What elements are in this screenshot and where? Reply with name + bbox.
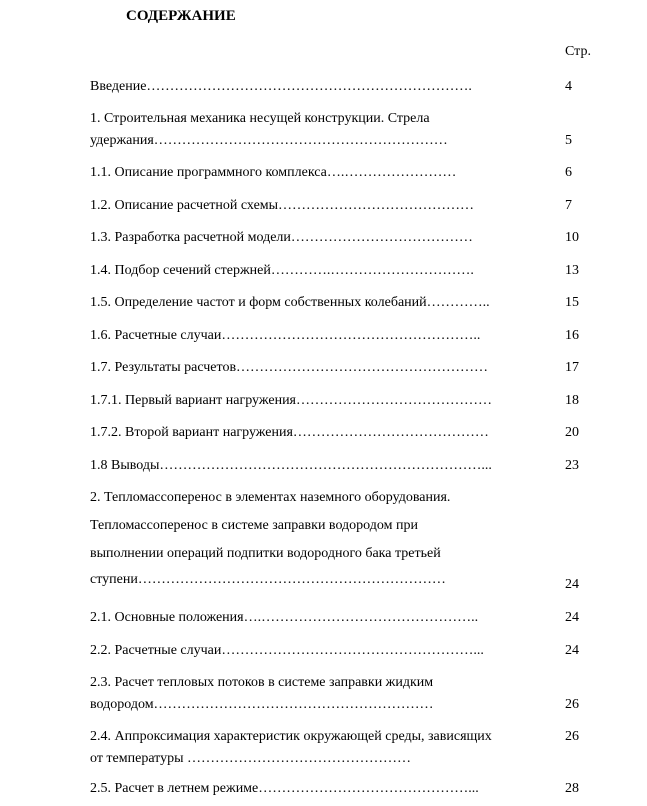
toc-page-number: 10 [565, 230, 579, 245]
toc-entry-text: 1.2. Описание расчетной схемы…………………………………… [90, 198, 475, 213]
toc-page-number: 26 [565, 697, 579, 712]
toc-entry [90, 294, 552, 311]
toc-entry-text: ступени………………………………………………………… [90, 572, 446, 587]
toc-entry-text: удержания……………………………………………………… [90, 133, 448, 148]
toc-page-number: 24 [565, 577, 579, 592]
toc-page-number: 26 [565, 729, 579, 744]
toc-page-number: 24 [565, 610, 579, 625]
toc-page-number: 7 [565, 198, 572, 213]
toc-entry [90, 489, 552, 588]
toc-entry [90, 392, 552, 409]
toc-page-number: 17 [565, 360, 579, 375]
toc-entry-text: 2.1. Основные положения….……………………………………….. [90, 610, 479, 625]
toc-entry-text: 1.4. Подбор сечений стержней………….…………………………. [90, 263, 474, 278]
toc-entry-text: 2.2. Расчетные случаи………………………………………………... [90, 643, 484, 658]
toc-entry [90, 609, 552, 626]
toc-entry [90, 780, 552, 797]
toc-entry-text: 1.7.1. Первый вариант нагружения…………………………………… [90, 393, 492, 408]
toc-entry [90, 197, 552, 214]
toc-page-number: 28 [565, 781, 579, 796]
toc-entry-text: 2.3. Расчет тепловых потоков в системе заправки жидким [90, 675, 434, 690]
toc-entry [90, 164, 552, 181]
toc-entry-text: Тепломассоперенос в системе заправки водородом при [90, 518, 418, 533]
toc-page-number: 13 [565, 263, 579, 278]
toc-entry-text: 1.1. Описание программного комплекса….…………………… [90, 165, 457, 180]
toc-entry [90, 110, 552, 149]
toc-entry [90, 262, 552, 279]
toc-page-number: 5 [565, 133, 572, 148]
toc-entry [90, 78, 552, 95]
toc-entry [90, 229, 552, 246]
toc-entry [90, 424, 552, 441]
toc-page-number: 18 [565, 393, 579, 408]
page-title: СОДЕРЖАНИЕ [126, 8, 236, 24]
toc-page-number: 4 [565, 79, 572, 94]
toc-entry [90, 674, 552, 713]
toc-page-number: 24 [565, 643, 579, 658]
toc-entry [90, 642, 552, 659]
toc-page-number: 20 [565, 425, 579, 440]
toc-entry-text: 1.6. Расчетные случаи……………………………………………….. [90, 328, 481, 343]
toc-entry [90, 359, 552, 376]
toc-page-number: 6 [565, 165, 572, 180]
toc-entry-text: 2.5. Расчет в летнем режиме………………………………………... [90, 781, 479, 796]
toc-entry-text: 1.7.2. Второй вариант нагружения…………………………………… [90, 425, 489, 440]
toc-entry [90, 457, 552, 474]
toc-entry-text: 2. Тепломассоперенос в элементах наземного оборудования. [90, 490, 451, 505]
toc-page-number: 23 [565, 458, 579, 473]
toc-entry-text: 1. Строительная механика несущей конструкции. Стрела [90, 111, 430, 126]
toc-entry-text: 2.4. Аппроксимация характеристик окружающей среды, зависящих [90, 729, 492, 744]
toc-entry-text: 1.3. Разработка расчетной модели………………………………… [90, 230, 473, 245]
toc-entry-text: 1.5. Определение частот и форм собственных колебаний………….. [90, 295, 490, 310]
toc-entry [90, 327, 552, 344]
toc-entry-text: от температуры ………………………………………… [90, 751, 412, 766]
toc-entry-text: 1.7. Результаты расчетов……………………………………………… [90, 360, 489, 375]
toc-entry [90, 728, 552, 767]
toc-entry-text: водородом…………………………………………………… [90, 697, 434, 712]
toc-page-number: 16 [565, 328, 579, 343]
toc-page-number: 15 [565, 295, 579, 310]
toc-entry-text: 1.8 Выводы……………………………………………………………... [90, 458, 492, 473]
toc-entry-text: выполнении операций подпитки водородного бака третьей [90, 546, 441, 561]
page-column-header: Стр. [565, 44, 591, 59]
toc-entry-text: Введение……………………………………………………………. [90, 79, 472, 94]
